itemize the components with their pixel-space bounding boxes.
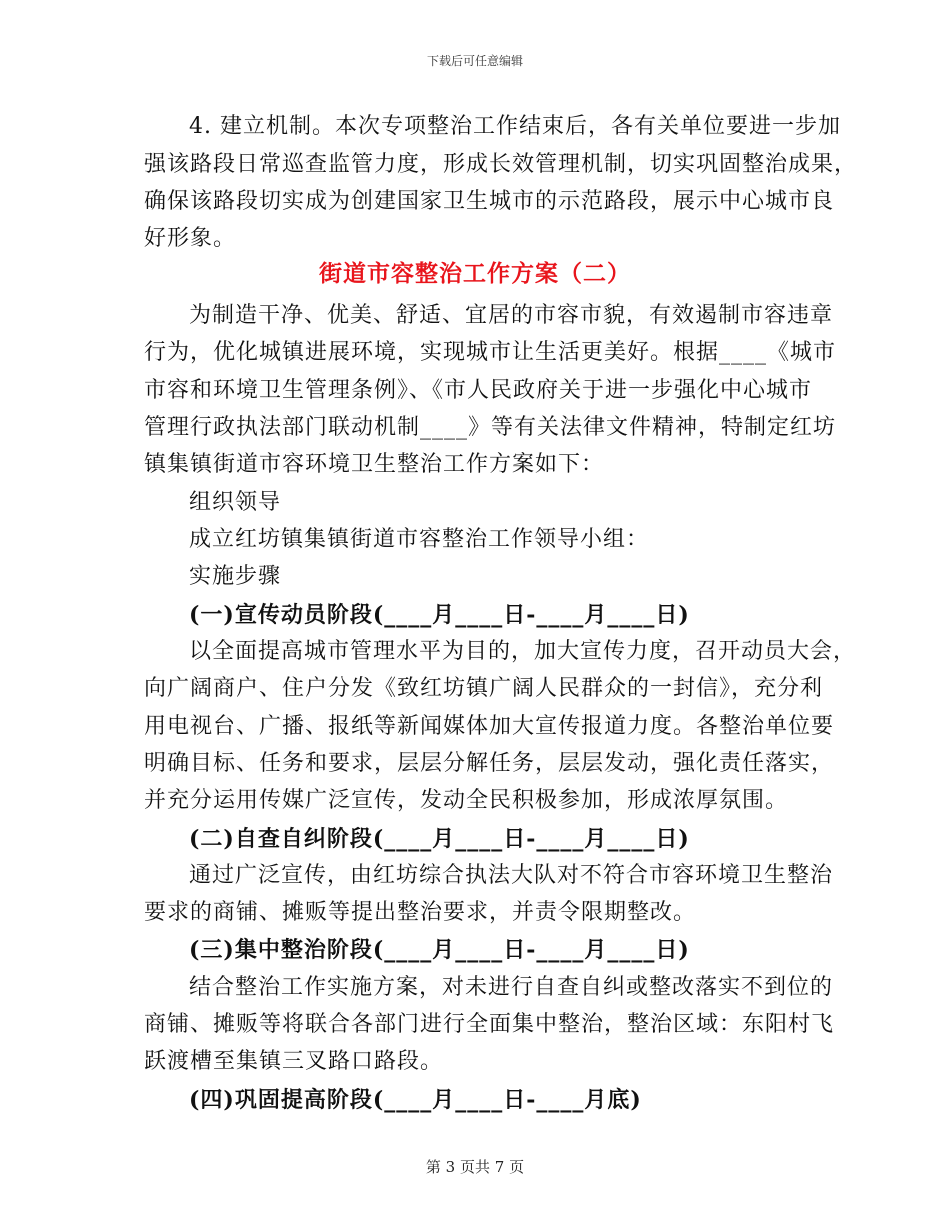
heading-line: 组织领导 xyxy=(189,490,282,515)
paragraph-line: 用电视台、广播、报纸等新闻媒体加大宣传报道力度。各整治单位要 xyxy=(144,714,835,739)
paragraph-line: 为制造干净、优美、舒适、宜居的市容市貌，有效遏制市容违章 xyxy=(189,303,834,328)
paragraph-line: 以全面提高城市管理水平为目的，加大宣传力度，召开动员大会， xyxy=(189,639,857,664)
page-footer: 第 3 页共 7 页 xyxy=(425,1158,525,1176)
paragraph-line: 确保该路段切实成为创建国家卫生城市的示范路段，展示中心城市良 xyxy=(144,189,835,214)
paragraph-line: 结合整治工作实施方案，对未进行自查自纠或整改落实不到位的 xyxy=(189,975,834,1000)
paragraph-line: 成立红坊镇集镇街道市容整治工作领导小组： xyxy=(189,527,650,552)
paragraph-line: 商铺、摊贩等将联合各部门进行全面集中整治，整治区域：东阳村飞 xyxy=(144,1012,835,1037)
paragraph-line: 管理行政执法部门联动机制____》等有关法律文件精神，特制定红坊 xyxy=(144,415,837,440)
heading-line: 实施步骤 xyxy=(189,564,282,589)
paragraph-line: 要求的商铺、摊贩等提出整治要求，并责令限期整改。 xyxy=(144,900,697,925)
paragraph-line: 镇集镇街道市容环境卫生整治工作方案如下： xyxy=(144,452,605,477)
paragraph-line: 市容和环境卫生管理条例》、《市人民政府关于进一步强化中心城市 xyxy=(144,378,813,403)
paragraph-line: 跃渡槽至集镇三叉路口路段。 xyxy=(144,1049,444,1074)
stage-heading: (一)宣传动员阶段(____月____日-____月____日) xyxy=(189,602,690,628)
section-title: 街道市容整治工作方案（二） xyxy=(319,260,631,287)
paragraph-line: 通过广泛宣传，由红坊综合执法大队对不符合市容环境卫生整治 xyxy=(189,863,834,888)
paragraph-line: 向广阔商户、住户分发《致红坊镇广阔人民群众的一封信》，充分利 xyxy=(144,676,824,701)
stage-heading: (三)集中整治阶段(____月____日-____月____日) xyxy=(189,937,690,963)
page-header: 下载后可任意编辑 xyxy=(426,54,523,68)
stage-heading: (二)自查自纠阶段(____月____日-____月____日) xyxy=(189,826,690,852)
paragraph-line: 明确目标、任务和要求，层层分解任务，层层发动，强化责任落实， xyxy=(144,751,835,776)
paragraph-line: 4. 建立机制。本次专项整治工作结束后，各有关单位要进一步加 xyxy=(189,114,841,139)
stage-heading: (四)巩固提高阶段(____月____日-____月底) xyxy=(189,1087,642,1113)
paragraph-line: 好形象。 xyxy=(144,226,237,251)
paragraph-line: 行为，优化城镇进展环境，实现城市让生活更美好。根据____《城市 xyxy=(144,340,837,365)
paragraph-line: 并充分运用传媒广泛宣传，发动全民积极参加，形成浓厚氛围。 xyxy=(144,788,789,813)
paragraph-line: 强该路段日常巡查监管力度，形成长效管理机制，切实巩固整治成果， xyxy=(144,152,858,177)
